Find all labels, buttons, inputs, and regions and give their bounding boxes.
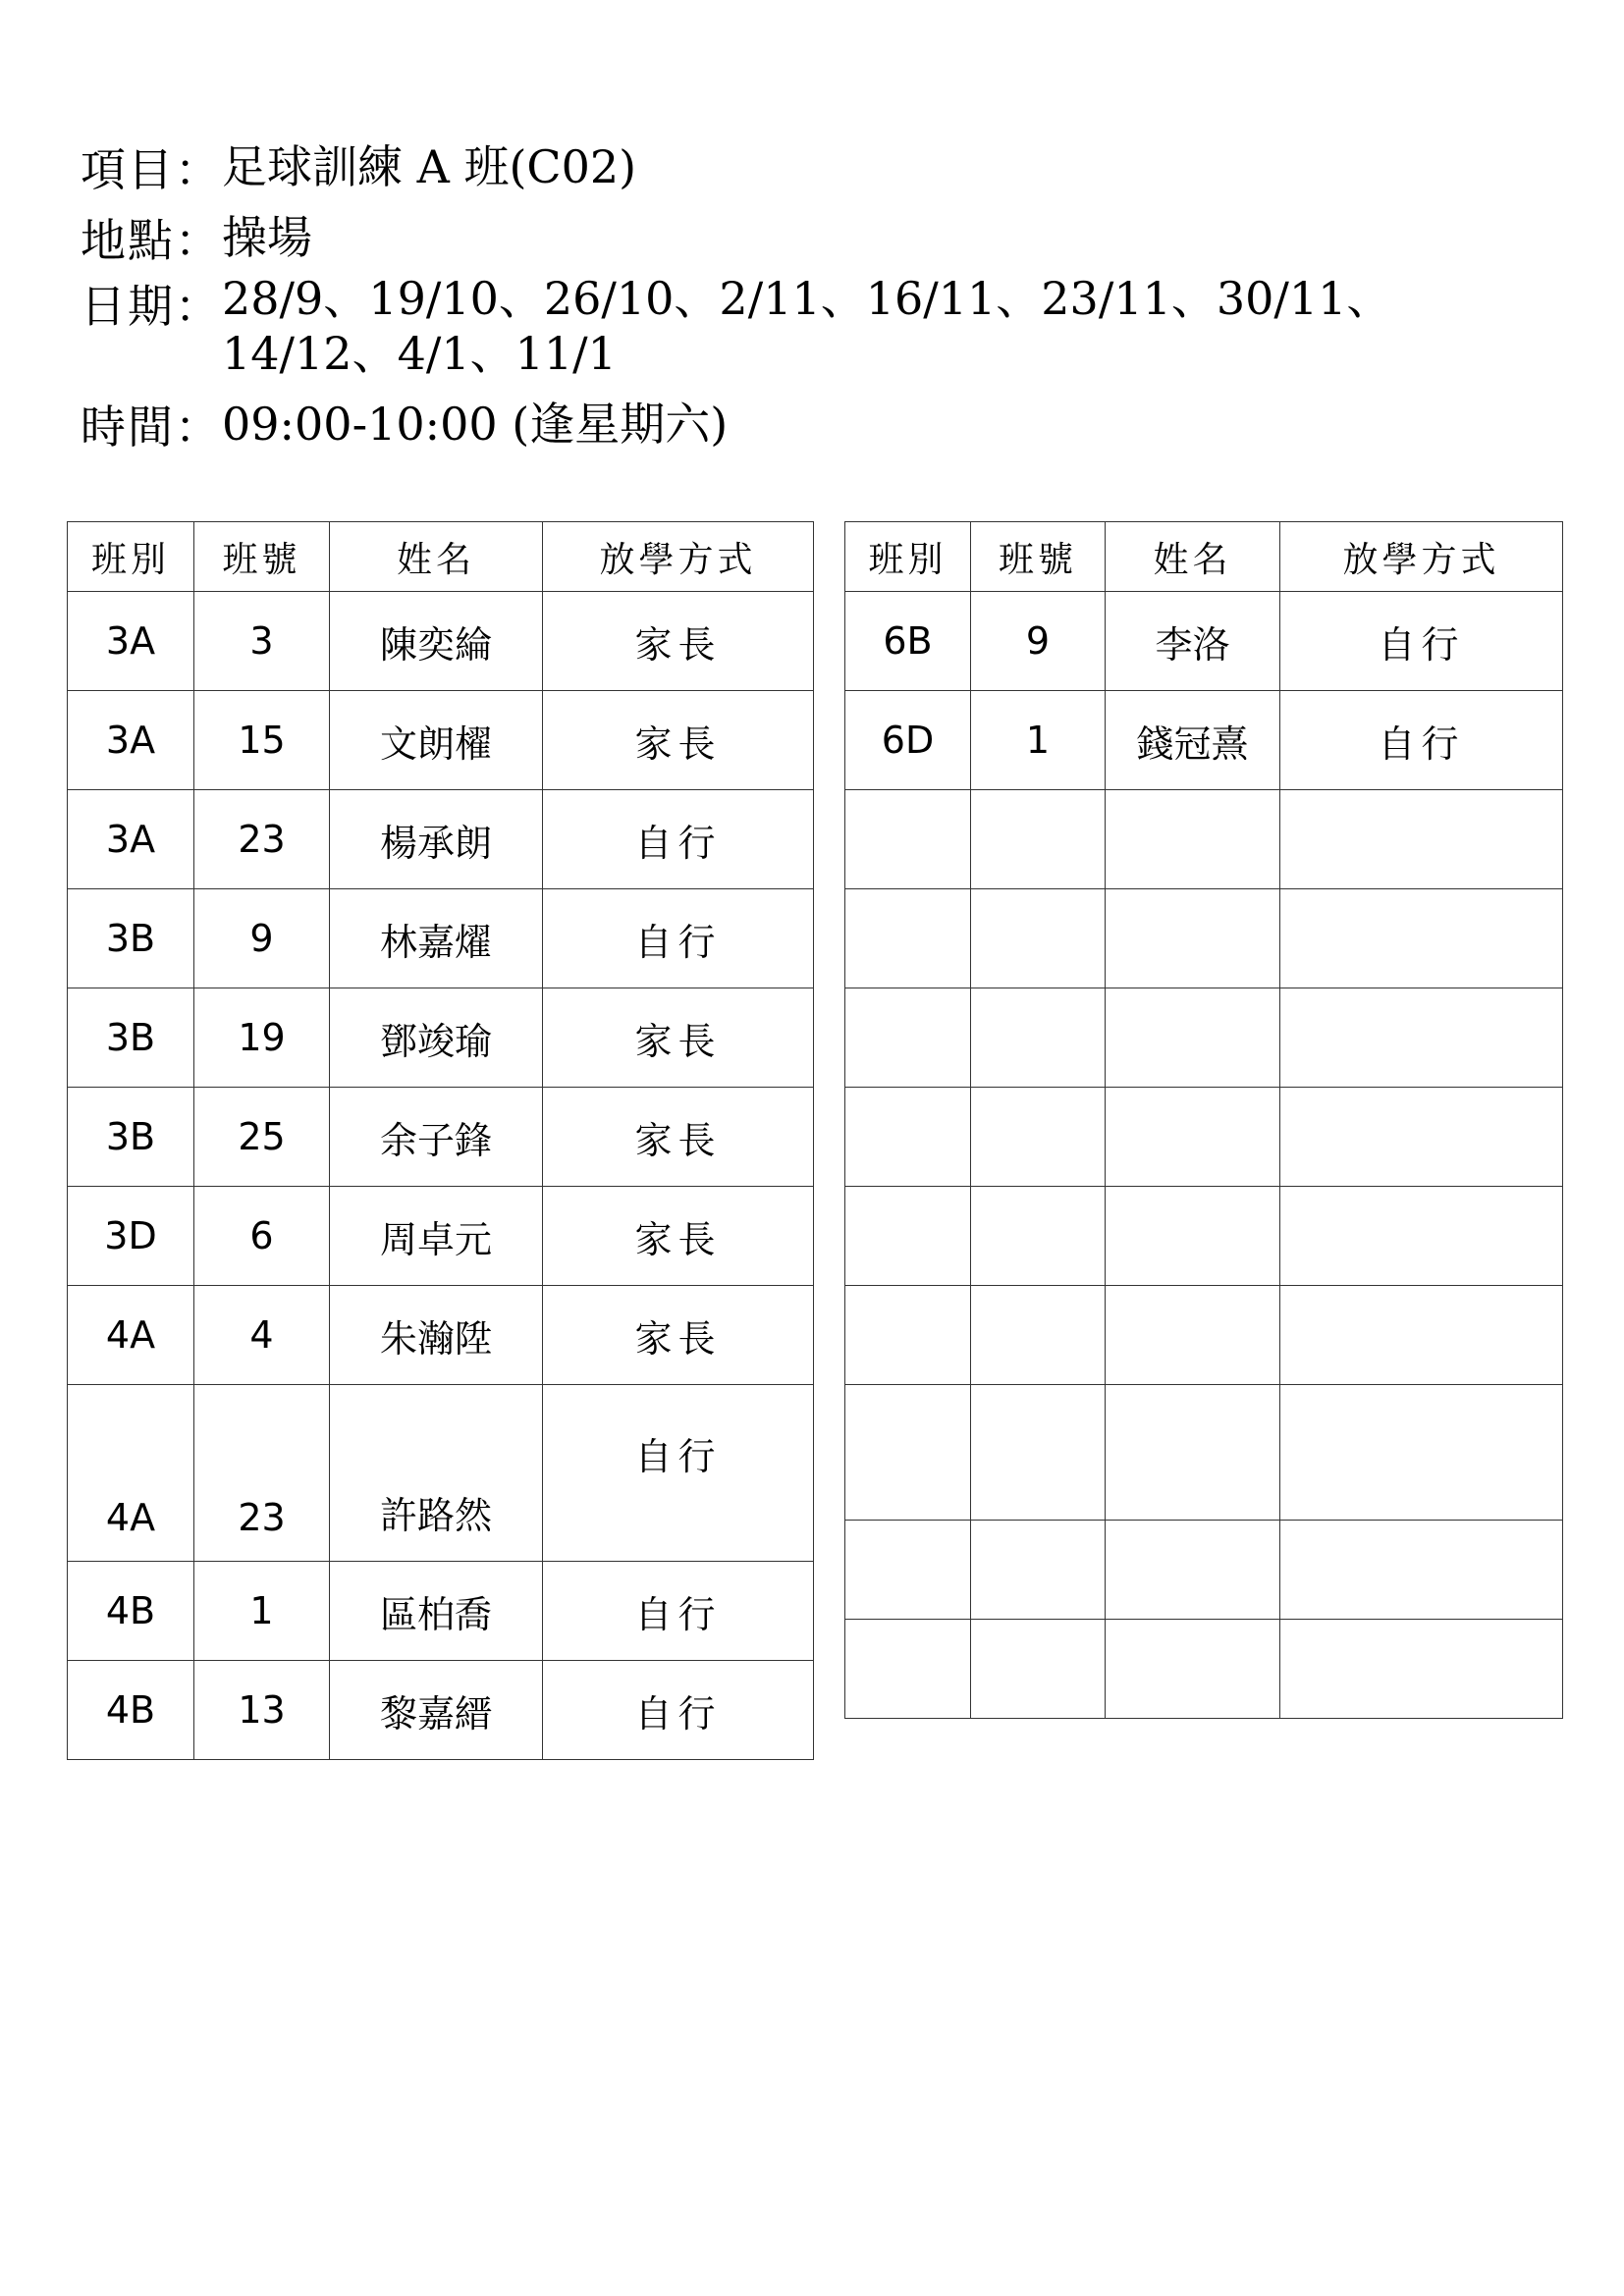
cell-class: 3B (68, 988, 194, 1088)
cell-method: 自行 (543, 1562, 814, 1661)
cell-name: 許路然 (330, 1385, 543, 1562)
empty-cell (845, 1620, 971, 1719)
location-label: 地點： (81, 214, 222, 267)
cell-number: 3 (194, 592, 330, 691)
cell-method: 家長 (543, 592, 814, 691)
cell-class: 4A (68, 1385, 194, 1562)
cell-number: 9 (194, 889, 330, 988)
empty-cell (1106, 988, 1280, 1088)
header-method: 放學方式 (1280, 522, 1563, 592)
empty-table-row (845, 1620, 1563, 1719)
cell-name: 文朗櫂 (330, 691, 543, 790)
empty-cell (1280, 988, 1563, 1088)
cell-name: 陳奕綸 (330, 592, 543, 691)
empty-cell (845, 889, 971, 988)
cell-class: 4A (68, 1286, 194, 1385)
empty-cell (1106, 1385, 1280, 1521)
empty-cell (1106, 889, 1280, 988)
time-label: 時間： (81, 400, 222, 454)
empty-cell (1280, 1286, 1563, 1385)
location-value: 操場 (222, 211, 312, 264)
empty-cell (1106, 790, 1280, 889)
empty-cell (1106, 1088, 1280, 1187)
empty-cell (845, 1286, 971, 1385)
empty-cell (845, 1521, 971, 1620)
empty-cell (1280, 1620, 1563, 1719)
table-row (68, 1187, 814, 1286)
table-row (845, 691, 1563, 790)
empty-cell (1106, 1187, 1280, 1286)
cell-method: 自行 (543, 1385, 814, 1562)
cell-name: 余子鋒 (330, 1088, 543, 1187)
empty-cell (971, 889, 1106, 988)
cell-number: 1 (194, 1562, 330, 1661)
cell-class: 6B (845, 592, 971, 691)
empty-table-row (845, 1286, 1563, 1385)
table-header-row (68, 522, 814, 592)
empty-cell (971, 988, 1106, 1088)
empty-cell (1106, 1620, 1280, 1719)
cell-method: 自行 (543, 1661, 814, 1760)
table-row (68, 592, 814, 691)
time-value: 09:00-10:00 (逢星期六) (222, 398, 729, 451)
header-name: 姓名 (1106, 522, 1280, 592)
empty-table-row (845, 889, 1563, 988)
empty-cell (1280, 1088, 1563, 1187)
empty-cell (971, 790, 1106, 889)
project-row (81, 128, 1553, 206)
table-row (68, 691, 814, 790)
cell-class: 3D (68, 1187, 194, 1286)
cell-name: 區柏喬 (330, 1562, 543, 1661)
student-roster-table-left (67, 521, 814, 1760)
cell-name: 朱瀚陞 (330, 1286, 543, 1385)
cell-method: 自行 (543, 790, 814, 889)
project-label: 項目： (81, 143, 222, 196)
cell-class: 3B (68, 889, 194, 988)
empty-cell (845, 790, 971, 889)
empty-table-row (845, 1088, 1563, 1187)
table-row (68, 1385, 814, 1562)
cell-method: 自行 (1280, 592, 1563, 691)
empty-cell (1280, 1385, 1563, 1521)
table-row (68, 1661, 814, 1760)
cell-class: 6D (845, 691, 971, 790)
cell-class: 3A (68, 691, 194, 790)
empty-cell (1280, 1187, 1563, 1286)
cell-name: 鄧竣瑜 (330, 988, 543, 1088)
empty-cell (1106, 1521, 1280, 1620)
dates-label: 日期： (81, 280, 222, 333)
empty-cell (1280, 790, 1563, 889)
header-name: 姓名 (330, 522, 543, 592)
cell-method: 家長 (543, 1088, 814, 1187)
course-info-header (81, 128, 1553, 455)
empty-cell (971, 1385, 1106, 1521)
dates-value (222, 271, 1391, 381)
cell-method: 家長 (543, 1286, 814, 1385)
cell-class: 3B (68, 1088, 194, 1187)
table-row (68, 1088, 814, 1187)
empty-table-row (845, 1187, 1563, 1286)
cell-number: 1 (971, 691, 1106, 790)
header-class: 班別 (68, 522, 194, 592)
table-row (68, 988, 814, 1088)
dates-line-2: 14/12、4/1、11/1 (222, 327, 617, 380)
header-number: 班號 (194, 522, 330, 592)
empty-cell (971, 1187, 1106, 1286)
empty-cell (1280, 889, 1563, 988)
cell-number: 15 (194, 691, 330, 790)
cell-method: 自行 (1280, 691, 1563, 790)
cell-class: 3A (68, 790, 194, 889)
cell-method: 家長 (543, 1187, 814, 1286)
header-class: 班別 (845, 522, 971, 592)
empty-cell (971, 1286, 1106, 1385)
cell-name: 李洛 (1106, 592, 1280, 691)
cell-class: 3A (68, 592, 194, 691)
empty-table-row (845, 790, 1563, 889)
location-row (81, 208, 1553, 267)
cell-name: 周卓元 (330, 1187, 543, 1286)
cell-number: 13 (194, 1661, 330, 1760)
cell-name: 錢冠熹 (1106, 691, 1280, 790)
header-method: 放學方式 (543, 522, 814, 592)
cell-method: 自行 (543, 889, 814, 988)
empty-cell (971, 1620, 1106, 1719)
cell-number: 23 (194, 1385, 330, 1562)
dates-line-1: 28/9、19/10、26/10、2/11、16/11、23/11、30/11、 (222, 272, 1392, 325)
table-row (68, 1562, 814, 1661)
header-number: 班號 (971, 522, 1106, 592)
cell-number: 9 (971, 592, 1106, 691)
empty-cell (845, 1187, 971, 1286)
cell-class: 4B (68, 1562, 194, 1661)
cell-number: 23 (194, 790, 330, 889)
empty-table-row (845, 988, 1563, 1088)
cell-name: 楊承朗 (330, 790, 543, 889)
cell-number: 19 (194, 988, 330, 1088)
student-roster-table-right (844, 521, 1563, 1719)
time-row (81, 393, 1553, 455)
empty-cell (971, 1088, 1106, 1187)
table-row (845, 592, 1563, 691)
cell-class: 4B (68, 1661, 194, 1760)
cell-number: 4 (194, 1286, 330, 1385)
dates-row (81, 271, 1553, 381)
cell-method: 家長 (543, 988, 814, 1088)
project-value: 足球訓練 A 班(C02) (222, 140, 637, 193)
empty-table-row (845, 1521, 1563, 1620)
cell-name: 林嘉燿 (330, 889, 543, 988)
cell-number: 25 (194, 1088, 330, 1187)
cell-name: 黎嘉縉 (330, 1661, 543, 1760)
empty-cell (1280, 1521, 1563, 1620)
empty-cell (845, 988, 971, 1088)
cell-method: 家長 (543, 691, 814, 790)
empty-cell (1106, 1286, 1280, 1385)
table-row (68, 790, 814, 889)
table-header-row (845, 522, 1563, 592)
empty-table-row (845, 1385, 1563, 1521)
empty-cell (845, 1088, 971, 1187)
table-row (68, 1286, 814, 1385)
empty-cell (971, 1521, 1106, 1620)
cell-number: 6 (194, 1187, 330, 1286)
table-row (68, 889, 814, 988)
empty-cell (845, 1385, 971, 1521)
